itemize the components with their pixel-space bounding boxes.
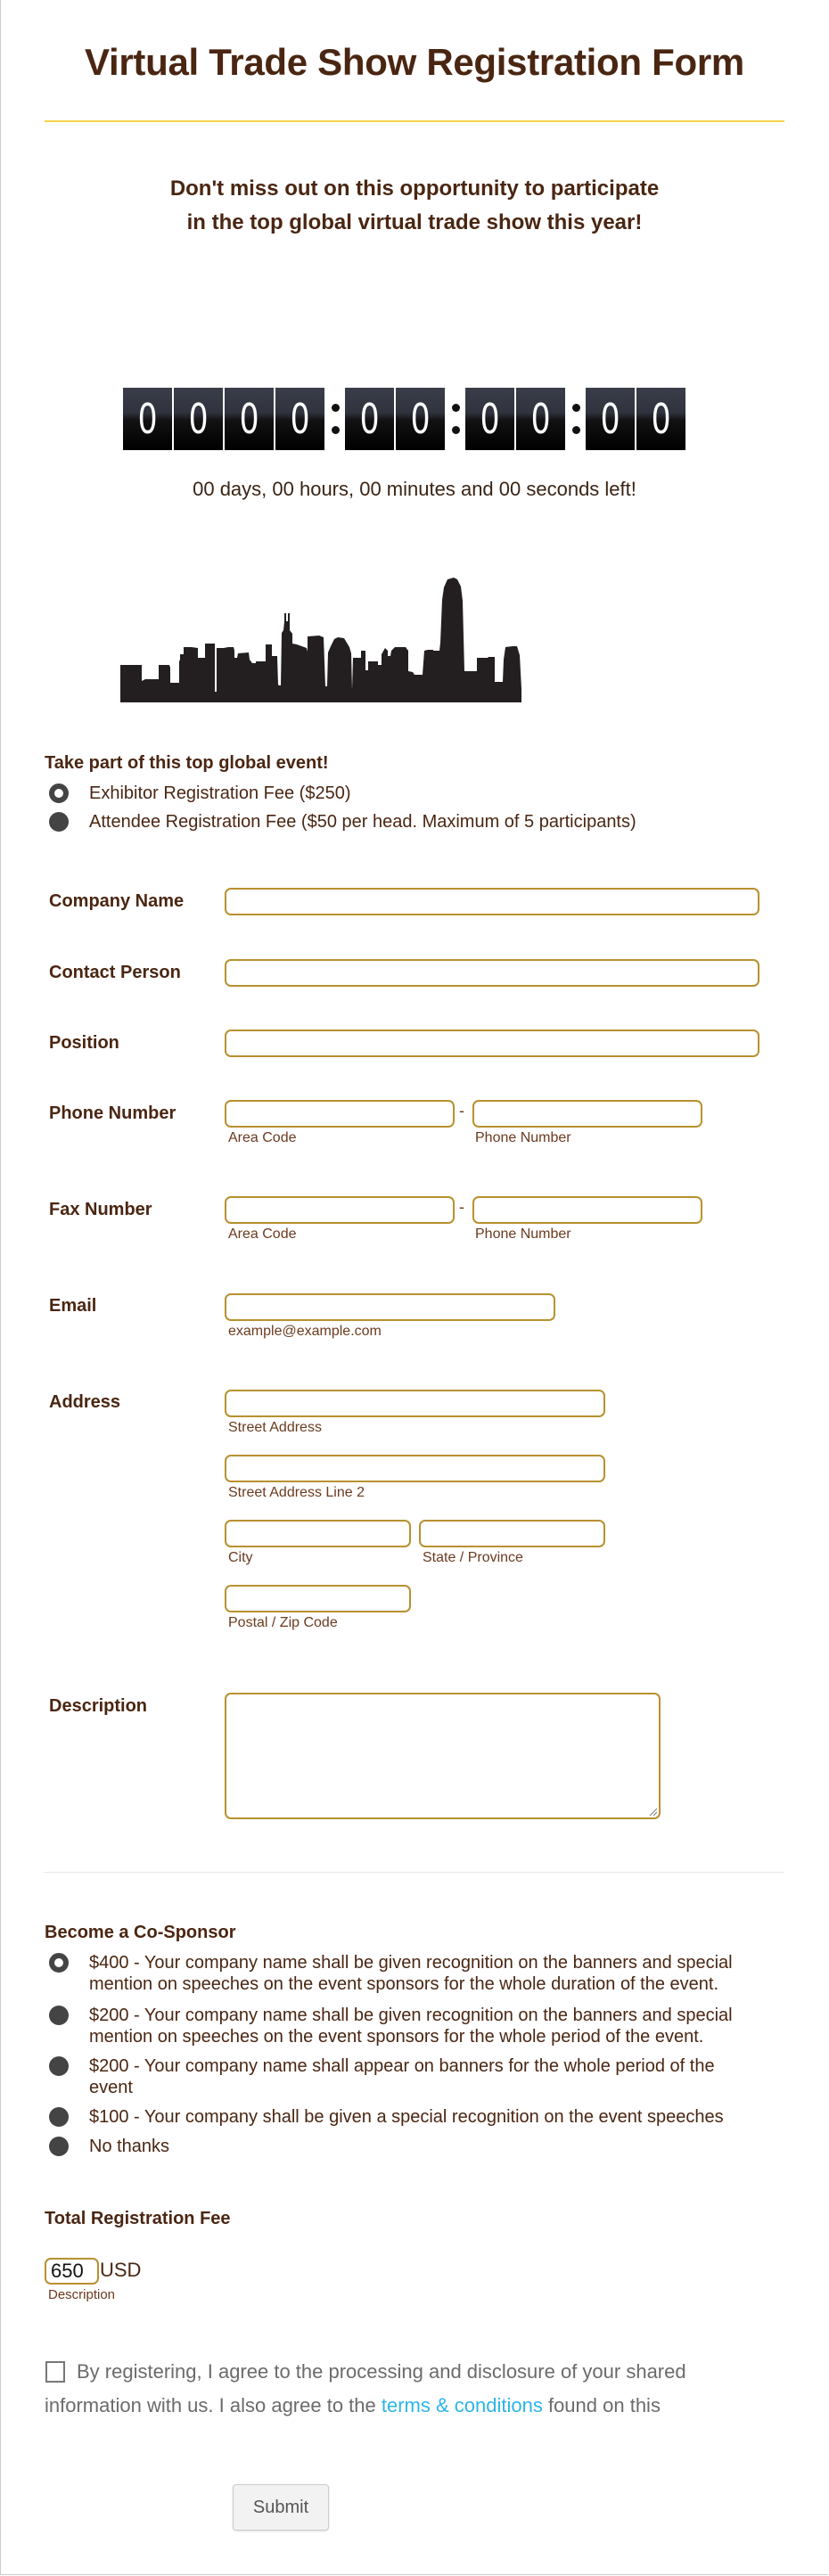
description-label: Description bbox=[49, 1696, 148, 1716]
fax-area-code-sublabel: Area Code bbox=[228, 1226, 297, 1242]
radio-label: Attendee Registration Fee ($50 per head. Maximum of 5 participants) bbox=[89, 812, 636, 832]
countdown-seconds-digit: 0 bbox=[636, 388, 685, 450]
phone-number-input[interactable] bbox=[472, 1100, 702, 1128]
description-textarea[interactable] bbox=[225, 1693, 661, 1819]
phone-area-code-sublabel: Area Code bbox=[228, 1130, 297, 1145]
phone-area-code-input[interactable] bbox=[225, 1100, 455, 1128]
total-fee-sublabel: Description bbox=[48, 2287, 116, 2302]
email-input[interactable] bbox=[225, 1293, 555, 1321]
contact-person-label: Contact Person bbox=[49, 963, 181, 982]
state-province-sublabel: State / Province bbox=[423, 1550, 523, 1565]
countdown-minutes-digit: 0 bbox=[516, 388, 565, 450]
radio-label: $400 - Your company name shall be given recognition on the banners and special mention on speeches on the event sponsors for the whole duration of the event. bbox=[89, 1953, 733, 1994]
countdown-days-digit: 0 bbox=[225, 388, 274, 450]
form-subtitle bbox=[0, 172, 829, 240]
position-input[interactable] bbox=[225, 1030, 759, 1057]
countdown-days-digit: 0 bbox=[174, 388, 223, 450]
countdown-seconds-digit: 0 bbox=[586, 388, 635, 450]
radio-label: No thanks bbox=[89, 2137, 170, 2156]
section-divider bbox=[45, 1872, 784, 1873]
countdown-colon bbox=[449, 388, 462, 450]
countdown-colon bbox=[329, 388, 341, 450]
submit-button[interactable]: Submit bbox=[233, 2484, 329, 2531]
countdown-minutes-digit: 0 bbox=[465, 388, 514, 450]
countdown-text: 00 days, 00 hours, 00 minutes and 00 seconds left! bbox=[193, 478, 636, 500]
sponsor-option-200-banners[interactable] bbox=[49, 2055, 715, 2098]
email-label: Email bbox=[49, 1296, 97, 1316]
countdown-colon bbox=[570, 388, 582, 450]
street-address-line2-sublabel: Street Address Line 2 bbox=[228, 1485, 365, 1500]
radio-option-attendee[interactable] bbox=[49, 811, 636, 833]
radio-button[interactable] bbox=[49, 812, 69, 832]
terms-conditions-link[interactable]: terms & conditions bbox=[381, 2394, 543, 2416]
fax-area-code-input[interactable] bbox=[225, 1196, 455, 1224]
address-label: Address bbox=[49, 1392, 121, 1412]
registration-type-question: Take part of this top global event! bbox=[45, 753, 329, 773]
total-fee-label: Total Registration Fee bbox=[45, 2209, 231, 2228]
subtitle-line-2: in the top global virtual trade show this year! bbox=[186, 210, 643, 234]
fax-number-sublabel: Phone Number bbox=[475, 1226, 571, 1242]
sponsor-option-no-thanks[interactable] bbox=[49, 2136, 169, 2157]
sponsor-question: Become a Co-Sponsor bbox=[45, 1923, 236, 1942]
company-name-input[interactable] bbox=[225, 888, 759, 915]
email-sublabel: example@example.com bbox=[228, 1324, 382, 1339]
radio-button[interactable] bbox=[49, 2006, 69, 2025]
radio-label: $200 - Your company name shall appear on banners for the whole period of the event bbox=[89, 2056, 715, 2097]
state-province-input[interactable] bbox=[419, 1520, 605, 1547]
sponsor-option-200-recognition[interactable] bbox=[49, 2005, 733, 2047]
position-label: Position bbox=[49, 1033, 119, 1053]
radio-label: $100 - Your company shall be given a special recognition on the event speeches bbox=[89, 2107, 724, 2127]
title-divider bbox=[45, 120, 784, 122]
consent-text: By registering, I agree to the processing and disclosure of your shared information with us. I also agree to the terms & conditions found on this bbox=[45, 2360, 686, 2416]
radio-button-selected[interactable] bbox=[49, 1953, 69, 1973]
subtitle-line-1: Don't miss out on this opportunity to participate bbox=[169, 176, 660, 201]
postal-code-sublabel: Postal / Zip Code bbox=[228, 1615, 338, 1630]
radio-button-selected[interactable] bbox=[49, 783, 69, 803]
radio-label: Exhibitor Registration Fee ($250) bbox=[89, 783, 351, 803]
radio-button[interactable] bbox=[49, 2107, 69, 2127]
street-address-sublabel: Street Address bbox=[228, 1420, 322, 1435]
countdown-hours-digit: 0 bbox=[345, 388, 394, 450]
currency-label: USD bbox=[100, 2259, 142, 2281]
street-address-line2-input[interactable] bbox=[225, 1455, 605, 1482]
radio-option-exhibitor[interactable] bbox=[49, 783, 350, 804]
countdown-days-digit: 0 bbox=[123, 388, 172, 450]
fax-number-label: Fax Number bbox=[49, 1200, 152, 1219]
form-title: Virtual Trade Show Registration Form bbox=[85, 41, 744, 83]
phone-number-label: Phone Number bbox=[49, 1103, 176, 1123]
resize-handle-icon[interactable] bbox=[648, 1807, 657, 1816]
fax-separator: - bbox=[459, 1198, 464, 1216]
city-sublabel: City bbox=[228, 1550, 253, 1565]
radio-button[interactable] bbox=[49, 2056, 69, 2076]
radio-button[interactable] bbox=[49, 2137, 69, 2156]
postal-code-input[interactable] bbox=[225, 1585, 411, 1612]
countdown-days-digit: 0 bbox=[275, 388, 324, 450]
phone-number-sublabel: Phone Number bbox=[475, 1130, 571, 1145]
skyline-image bbox=[120, 558, 704, 702]
sponsor-option-100[interactable] bbox=[49, 2106, 724, 2128]
countdown-timer bbox=[123, 388, 687, 450]
contact-person-input[interactable] bbox=[225, 959, 759, 987]
phone-separator: - bbox=[459, 1102, 464, 1120]
sponsor-option-400[interactable] bbox=[49, 1952, 733, 1995]
radio-label: $200 - Your company name shall be given recognition on the banners and special mention on speeches on the event sponsors for the whole period of the event. bbox=[89, 2006, 733, 2047]
city-input[interactable] bbox=[225, 1520, 411, 1547]
fax-number-input[interactable] bbox=[472, 1196, 702, 1224]
total-fee-input[interactable]: 650 bbox=[45, 2258, 99, 2285]
countdown-hours-digit: 0 bbox=[396, 388, 445, 450]
company-name-label: Company Name bbox=[49, 891, 185, 911]
street-address-input[interactable] bbox=[225, 1390, 605, 1417]
